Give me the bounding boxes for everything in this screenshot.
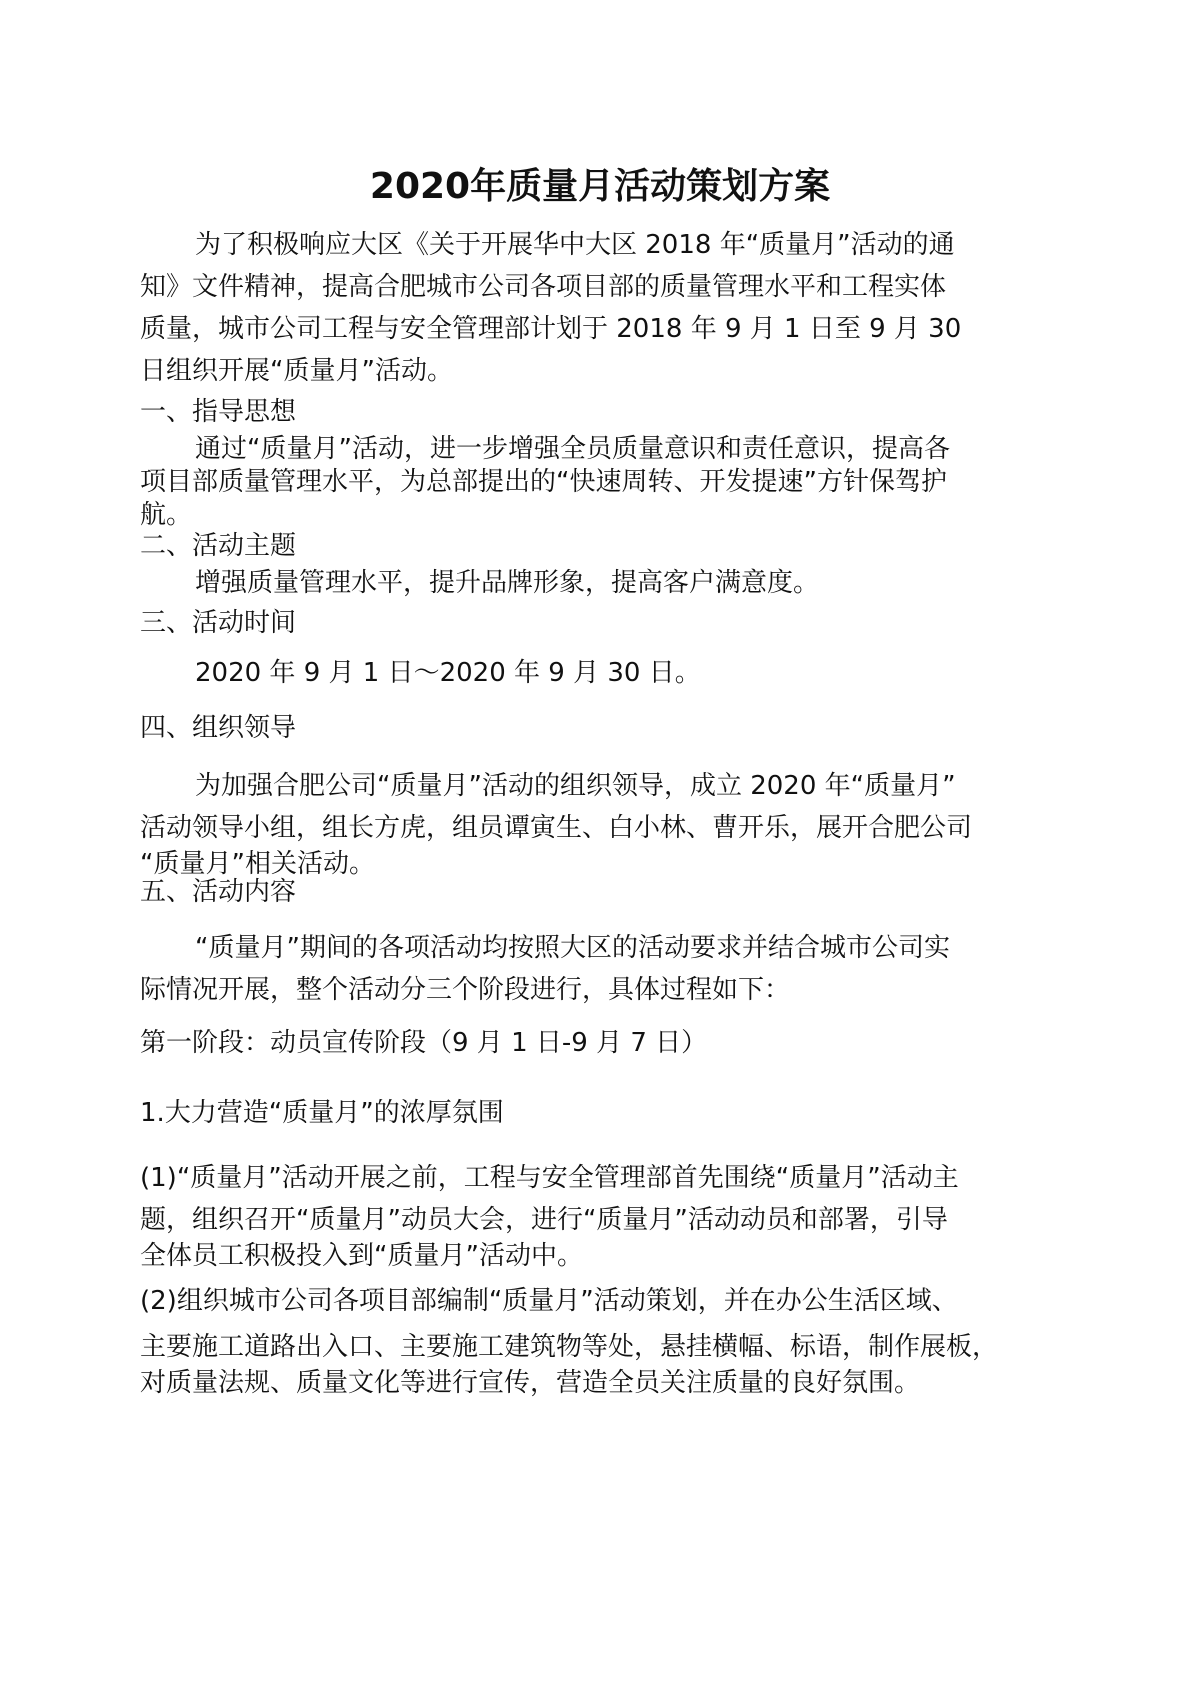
section-body-guiding-ideology	[140, 433, 1045, 532]
item-heading: 1.大力营造“质量月”的浓厚氛围	[140, 1098, 504, 1128]
intro-paragraph	[140, 224, 1045, 392]
body-line: 主要施工道路出入口、主要施工建筑物等处，悬挂横幅、标语，制作展板，	[140, 1332, 999, 1362]
body-line: (2)组织城市公司各项目部编制“质量月”活动策划，并在办公生活区域、	[140, 1286, 958, 1316]
body-line: 项目部质量管理水平，为总部提出的“快速周转、开发提速”方针保驾护	[140, 467, 947, 497]
section-heading-content: 五、活动内容	[140, 877, 297, 907]
body-line: 通过“质量月”活动，进一步增强全员质量意识和责任意识，提高各	[195, 434, 950, 464]
body-line: 对质量法规、质量文化等进行宣传，营造全员关注质量的良好氛围。	[140, 1368, 921, 1398]
body-line: 航。	[140, 500, 193, 530]
sub-item-2	[140, 1283, 1045, 1401]
intro-line: 为了积极响应大区《关于开展华中大区 2018 年“质量月”活动的通	[195, 230, 955, 260]
body-line: 为加强合肥公司“质量月”活动的组织领导，成立 2020 年“质量月”	[195, 771, 956, 801]
phase-heading: 第一阶段：动员宣传阶段（9 月 1 日-9 月 7 日）	[140, 1028, 708, 1058]
body-line: “质量月”相关活动。	[140, 849, 375, 879]
section-body-leadership	[140, 768, 1045, 882]
section-body-time	[140, 657, 1045, 690]
intro-line: 知》文件精神，提高合肥城市公司各项目部的质量管理水平和工程实体	[140, 272, 947, 302]
body-line: 际情况开展，整个活动分三个阶段进行，具体过程如下：	[140, 975, 791, 1005]
body-line: 2020 年 9 月 1 日〜2020 年 9 月 30 日。	[195, 658, 701, 688]
section-heading-time: 三、活动时间	[140, 608, 297, 638]
section-heading-leadership: 四、组织领导	[140, 713, 297, 743]
section-heading-guiding-ideology: 一、指导思想	[140, 397, 297, 427]
body-line: “质量月”期间的各项活动均按照大区的活动要求并结合城市公司实	[195, 933, 950, 963]
intro-line: 质量，城市公司工程与安全管理部计划于 2018 年 9 月 1 日至 9 月 30	[140, 314, 962, 344]
body-line: 活动领导小组，组长方虎，组员谭寅生、白小林、曹开乐，展开合肥公司	[140, 813, 973, 843]
body-line: (1)“质量月”活动开展之前，工程与安全管理部首先围绕“质量月”活动主	[140, 1163, 959, 1193]
body-line: 全体员工积极投入到“质量月”活动中。	[140, 1241, 583, 1271]
section-body-theme	[140, 567, 1045, 600]
intro-line: 日组织开展“质量月”活动。	[140, 356, 453, 386]
section-heading-theme: 二、活动主题	[140, 531, 297, 561]
document-title: 2020年质量月活动策划方案	[369, 166, 831, 207]
sub-item-1	[140, 1160, 1045, 1274]
section-body-content	[140, 930, 1045, 1008]
body-line: 增强质量管理水平，提升品牌形象，提高客户满意度。	[195, 568, 820, 598]
body-line: 题，组织召开“质量月”动员大会，进行“质量月”活动动员和部署，引导	[140, 1205, 948, 1235]
